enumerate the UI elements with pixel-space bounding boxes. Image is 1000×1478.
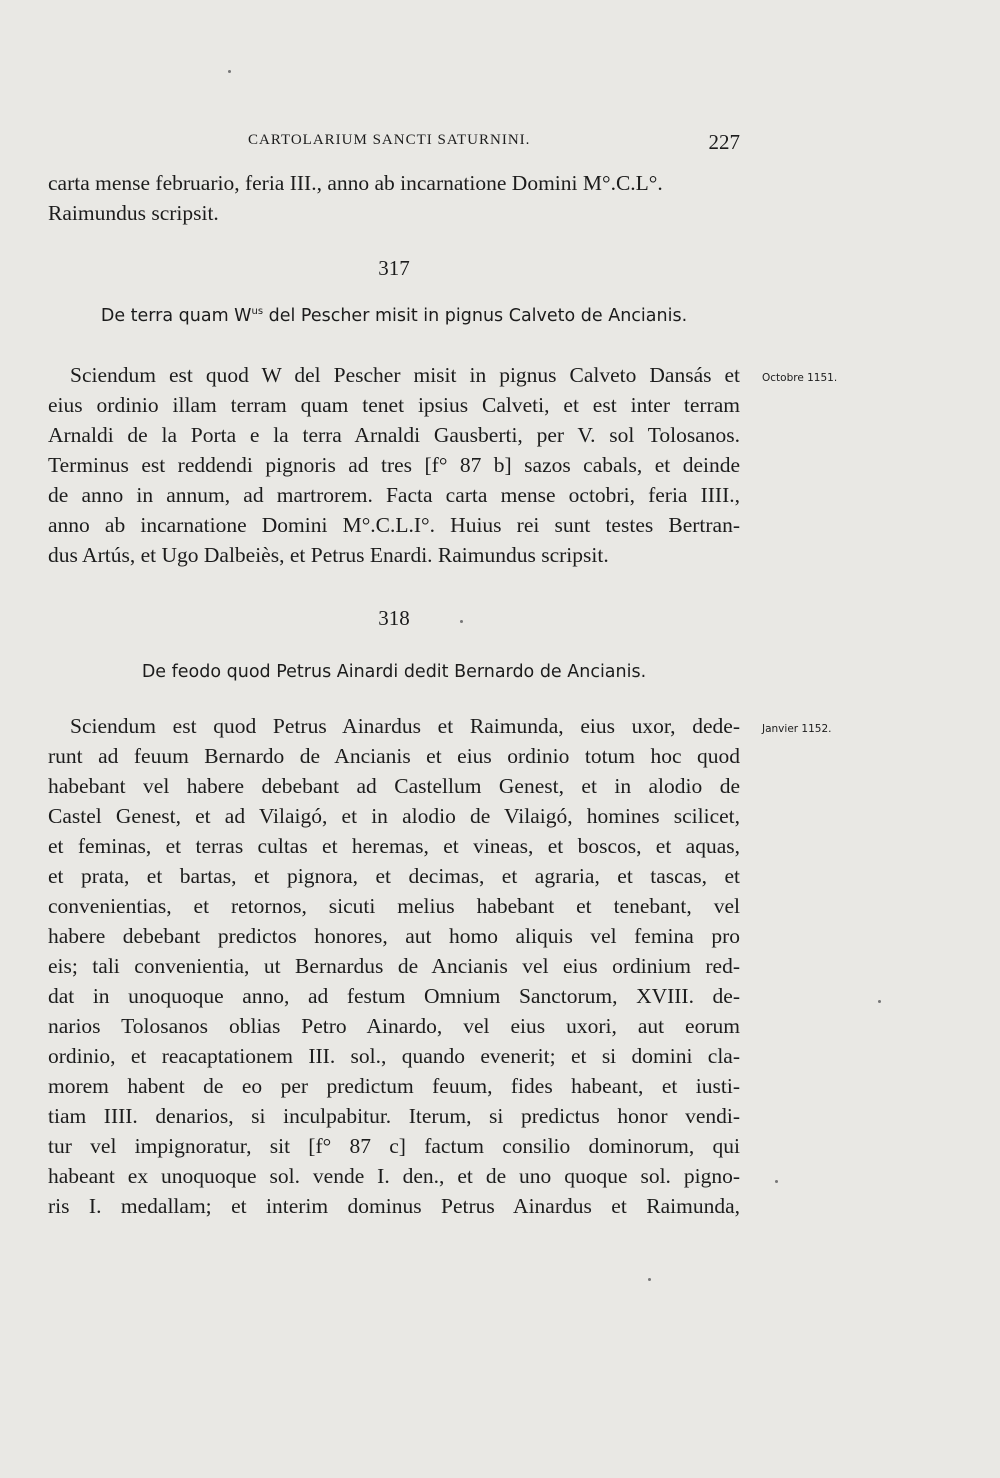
text-line: anno ab incarnatione Domini M°.C.L.I°. Huius rei sunt testes Bertran- [48,513,740,537]
text-line: Raimundus scripsit. [48,201,219,225]
charter-title-text: De terra quam W [100,306,252,326]
text-line: runt ad feuum Bernardo de Ancianis et eius ordinio totum hoc quod [48,744,740,768]
charter-title: De feodo quod Petrus Ainardi dedit Bernardo de Ancianis. [141,662,647,682]
margin-date: Octobre 1151. [762,372,838,384]
text-line: eis; tali convenientia, ut Bernardus de Ancianis vel eius ordinium red- [48,954,740,978]
text-line: et prata, et bartas, et pignora, et decimas, et agraria, et tascas, et [48,864,740,888]
running-title: CARTOLARIUM SANCTI SATURNINI. [248,132,531,148]
text-line: eius ordinio illam terram quam tenet ipsius Calveti, et est inter terram [48,393,740,417]
text-line: habere debebant predictos honores, aut homo aliquis vel femina pro [48,924,740,948]
text-line: Sciendum est quod Petrus Ainardus et Raimunda, eius uxor, dede- [70,714,740,738]
running-head [48,132,740,158]
charter-number: 318 [378,606,410,630]
text-line: habebant vel habere debebant ad Castellum Genest, et in alodio de [48,774,740,798]
text-line: et feminas, et terras cultas et heremas, et vineas, et boscos, et aquas, [48,834,740,858]
text-line: morem habent de eo per predictum feuum, fides habeant, et iusti- [48,1074,740,1098]
paper-speck [878,1000,881,1003]
text-line: narios Tolosanos oblias Petro Ainardo, vel eius uxori, aut eorum [48,1014,740,1038]
text-line: Castel Genest, et ad Vilaigó, et in alodio de Vilaigó, homines scilicet, [48,804,740,828]
text-line: tiam IIII. denarios, si inculpabitur. Iterum, si predictus honor vendi- [48,1104,740,1128]
paper-speck [460,620,463,623]
text-line: dus Artús, et Ugo Dalbeiès, et Petrus Enardi. Raimundus scripsit. [48,543,609,567]
paper-speck [228,70,231,73]
margin-date: Janvier 1152. [762,723,832,735]
text-line: ordinio, et reacaptationem III. sol., quando evenerit; et si domini cla- [48,1044,740,1068]
superscript: us [251,306,264,318]
text-line: convenientias, et retornos, sicuti melius habebant et tenebant, vel [48,894,740,918]
charter-title [48,306,740,326]
text-line: de anno in annum, ad martrorem. Facta carta mense octobri, feria IIII., [48,483,740,507]
text-line: ris I. medallam; et interim dominus Petrus Ainardus et Raimunda, [48,1194,740,1218]
text-line: Terminus est reddendi pignoris ad tres [f° 87 b] sazos cabals, et deinde [48,453,740,477]
text-line: carta mense februario, feria III., anno ab incarnatione Domini M°.C.L°. [48,171,663,195]
text-line: Sciendum est quod W del Pescher misit in pignus Calveto Dansás et [70,363,740,387]
page-number: 227 [708,130,740,154]
text-line: dat in unoquoque anno, ad festum Omnium Sanctorum, XVIII. de- [48,984,740,1008]
paper-speck [648,1278,651,1281]
text-line: tur vel impignoratur, sit [f° 87 c] factum consilio dominorum, qui [48,1134,740,1158]
charter-number: 317 [378,256,410,280]
text-line: Arnaldi de la Porta e la terra Arnaldi Gausberti, per V. sol Tolosanos. [48,423,740,447]
intro-paragraph [48,168,740,228]
charter-text [48,711,740,1221]
text-line: habeant ex unoquoque sol. vende I. den., et de uno quoque sol. pigno- [48,1164,740,1188]
paper-speck [775,1180,778,1183]
charter-title-text: del Pescher misit in pignus Calveto de Ancianis. [263,306,688,326]
charter-text [48,360,740,570]
